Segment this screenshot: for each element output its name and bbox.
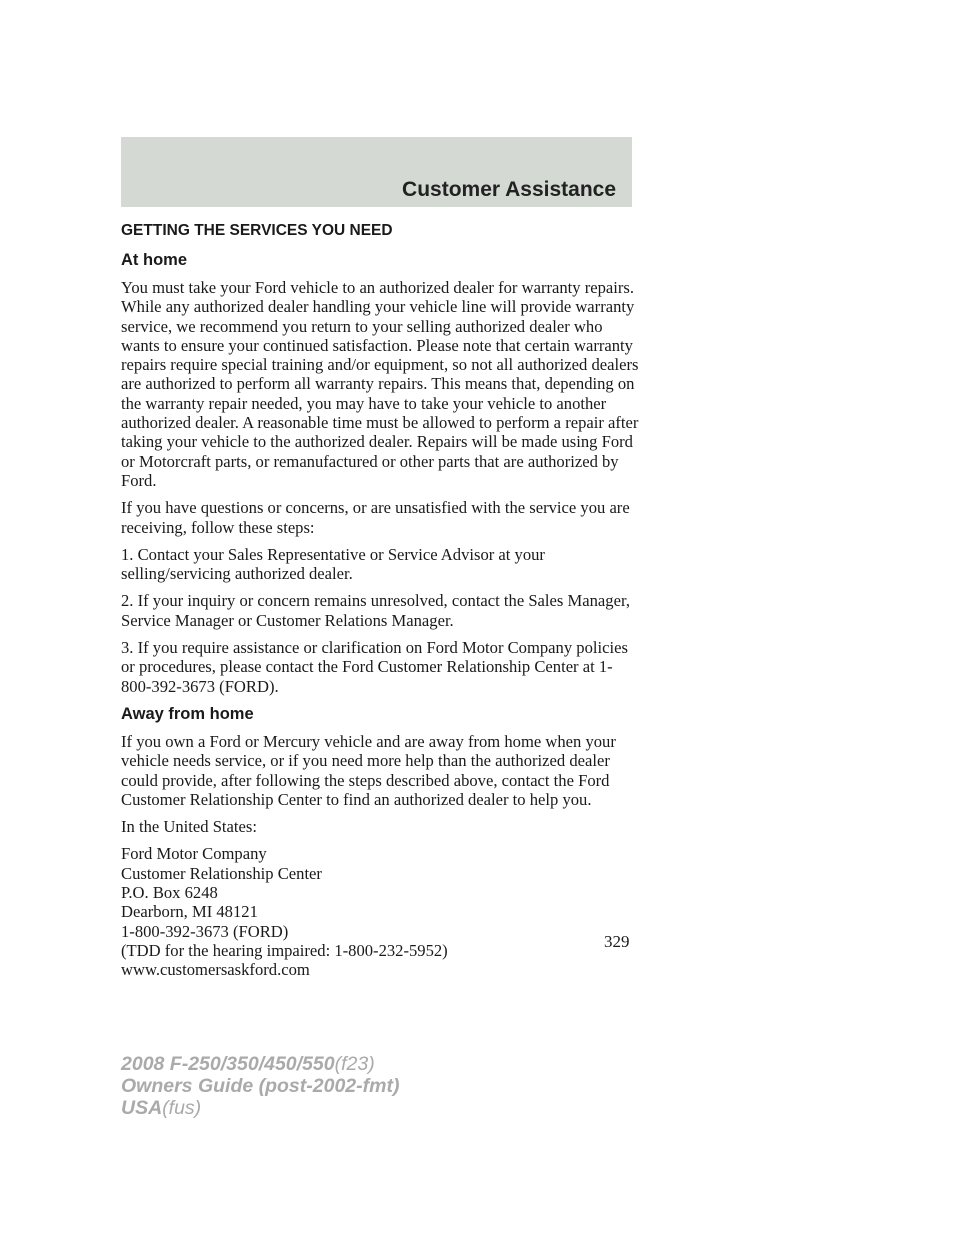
away-paragraph: If you own a Ford or Mercury vehicle and are away from home when your vehicle needs service, or if you need more help than the authorized dealer could provide, after following the steps described above, contact the Ford Customer Relationship Center to find an authorized dealer to help you. <box>121 731 616 809</box>
address-line: Customer Relationship Center <box>121 863 322 883</box>
address-block <box>121 844 641 979</box>
step-item: 1. Contact your Sales Representative or Service Advisor at your selling/servicing authorized dealer. <box>121 544 545 584</box>
section-title: GETTING THE SERVICES YOU NEED <box>121 222 393 239</box>
address-website: www.customersaskford.com <box>121 960 310 980</box>
away-paragraph: In the United States: <box>121 817 257 837</box>
footer-region-code: (fus) <box>162 1097 202 1119</box>
at-home-paragraph: If you have questions or concerns, or are unsatisfied with the service you are receiving, follow these steps: <box>121 498 630 537</box>
header-band <box>121 137 632 207</box>
footer-model-code: (f23) <box>334 1053 375 1075</box>
footer-guide: Owners Guide (post-2002-fmt) <box>121 1075 400 1097</box>
page-content <box>121 221 641 988</box>
address-line: Dearborn, MI 48121 <box>121 902 258 922</box>
footer-region: USA <box>121 1097 163 1119</box>
address-line: P.O. Box 6248 <box>121 883 218 903</box>
away-from-home-heading: Away from home <box>121 704 254 723</box>
address-line: Ford Motor Company <box>121 844 267 864</box>
at-home-heading: At home <box>121 251 187 269</box>
footer-model: 2008 F-250/350/450/550 <box>121 1053 335 1075</box>
address-phone: 1-800-392-3673 (FORD) <box>121 921 289 941</box>
at-home-paragraph: You must take your Ford vehicle to an authorized dealer for warranty repairs. While any authorized dealer handling your vehicle line will provide warranty service, we recommend you return to your selling authorized dealer who wants to ensure your continued satisfaction. Please note that certain warranty repairs require special training and/or equipment, so not all authorized dealers are authorized to perform all warranty repairs. This means that, depending on the warranty repair needed, you may have to take your vehicle to another authorized dealer. A reasonable time must be allowed to perform a repair after taking your vehicle to the authorized dealer. Repairs will be made using Ford or Motorcraft parts, or remanufactured or other parts that are authorized by Ford. <box>121 278 639 490</box>
step-item: 2. If your inquiry or concern remains unresolved, contact the Sales Manager, Service Manager or Customer Relations Manager. <box>121 591 630 630</box>
footer-info <box>121 1053 399 1119</box>
step-item: 3. If you require assistance or clarification on Ford Motor Company policies or procedures, please contact the Ford Customer Relationship Center at 1-800-392-3673 (FORD). <box>121 638 628 696</box>
page-number: 329 <box>604 932 630 951</box>
section-header-title: Customer Assistance <box>402 178 616 201</box>
address-tdd: (TDD for the hearing impaired: 1-800-232-5952) <box>121 940 448 960</box>
